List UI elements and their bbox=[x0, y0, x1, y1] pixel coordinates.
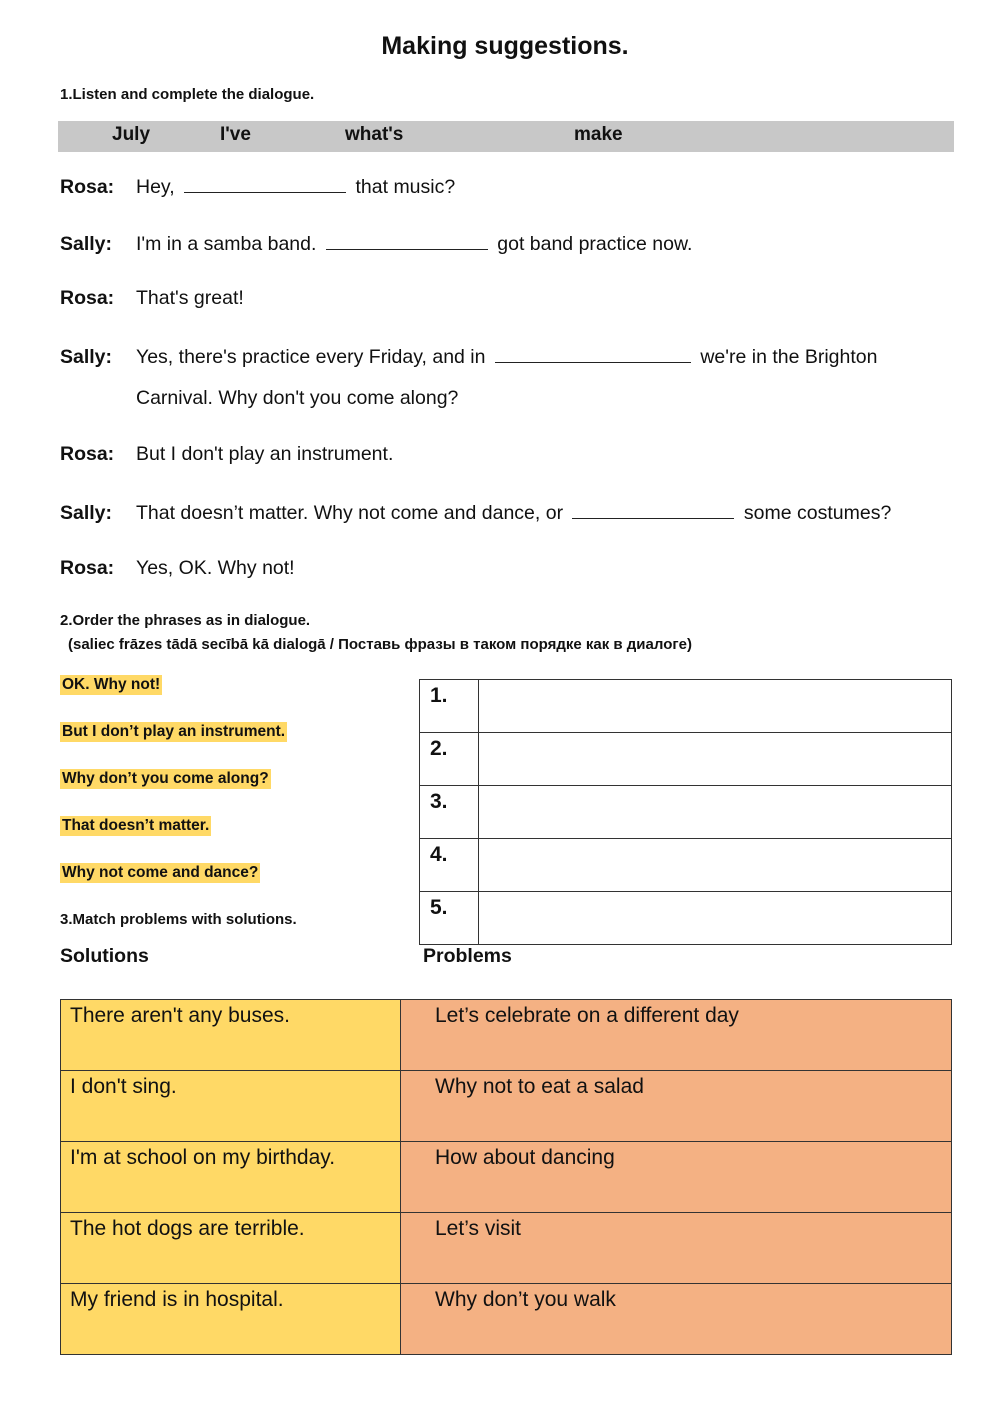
table-row bbox=[61, 1000, 952, 1071]
task2-subheading: (saliec frāzes tādā secībā kā dialogā / Поставь фразы в таком порядке как в диалоге) bbox=[68, 636, 692, 653]
solution-cell[interactable]: My friend is in hospital. bbox=[61, 1284, 401, 1355]
problem-cell[interactable]: Let’s visit bbox=[401, 1213, 952, 1284]
task3-heading: 3.Match problems with solutions. bbox=[60, 911, 297, 928]
line-text: But I don't play an instrument. bbox=[136, 443, 394, 465]
page-title: Making suggestions. bbox=[381, 32, 629, 60]
problems-header: Problems bbox=[423, 945, 512, 967]
answer-blank[interactable] bbox=[572, 500, 734, 519]
task2-heading: 2.Order the phrases as in dialogue. bbox=[60, 612, 311, 629]
row-number: 5. bbox=[420, 892, 479, 945]
line-text: Yes, there's practice every Friday, and in bbox=[136, 346, 486, 368]
phrase-card[interactable]: That doesn’t matter. bbox=[62, 817, 210, 834]
answer-slot[interactable] bbox=[479, 892, 952, 945]
table-row bbox=[420, 839, 952, 892]
phrase-card[interactable]: But I don’t play an instrument. bbox=[62, 723, 286, 740]
dialogue-line bbox=[60, 287, 244, 310]
dialogue-line bbox=[60, 231, 692, 256]
table-row bbox=[61, 1213, 952, 1284]
problem-cell[interactable]: Let’s celebrate on a different day bbox=[401, 1000, 952, 1071]
table-row bbox=[420, 680, 952, 733]
table-row bbox=[420, 892, 952, 945]
line-text: Hey, bbox=[136, 176, 175, 198]
speaker-name: Rosa: bbox=[60, 176, 115, 198]
phrase-card[interactable]: OK. Why not! bbox=[62, 676, 161, 693]
solution-cell[interactable]: I'm at school on my birthday. bbox=[61, 1142, 401, 1213]
table-row bbox=[420, 786, 952, 839]
match-table bbox=[60, 999, 952, 1355]
dialogue-line bbox=[60, 344, 878, 369]
word-bank-item: make bbox=[574, 124, 623, 145]
row-number: 1. bbox=[420, 680, 479, 733]
task1-heading: 1.Listen and complete the dialogue. bbox=[60, 86, 315, 103]
line-text: I'm in a samba band. bbox=[136, 233, 317, 255]
answer-slot[interactable] bbox=[479, 733, 952, 786]
answer-blank[interactable] bbox=[326, 231, 488, 250]
speaker-name: Rosa: bbox=[60, 443, 115, 465]
table-row bbox=[420, 733, 952, 786]
answer-slot[interactable] bbox=[479, 786, 952, 839]
word-bank-item: I've bbox=[220, 124, 251, 145]
line-text: That doesn’t matter. Why not come and dance, or bbox=[136, 502, 564, 524]
dialogue-line bbox=[60, 174, 455, 199]
line-text: we're in the Brighton bbox=[700, 346, 878, 368]
answer-blank[interactable] bbox=[184, 174, 346, 193]
dialogue-line bbox=[60, 557, 295, 580]
answer-slot[interactable] bbox=[479, 680, 952, 733]
word-bank bbox=[58, 121, 954, 152]
order-table bbox=[419, 679, 952, 945]
line-text: some costumes? bbox=[743, 502, 892, 524]
speaker-name: Sally: bbox=[60, 502, 113, 524]
phrase-card[interactable]: Why not come and dance? bbox=[62, 864, 259, 881]
table-row bbox=[61, 1071, 952, 1142]
phrase-card[interactable]: Why don’t you come along? bbox=[62, 770, 269, 787]
line-text: that music? bbox=[355, 176, 456, 198]
dialogue-line bbox=[60, 500, 891, 525]
word-bank-item: what's bbox=[345, 124, 404, 145]
line-text: Yes, OK. Why not! bbox=[136, 557, 295, 579]
answer-blank[interactable] bbox=[495, 344, 691, 363]
speaker-name: Rosa: bbox=[60, 557, 115, 579]
problem-cell[interactable]: Why not to eat a salad bbox=[401, 1071, 952, 1142]
line-continuation: Carnival. Why don't you come along? bbox=[136, 387, 459, 409]
solution-cell[interactable]: There aren't any buses. bbox=[61, 1000, 401, 1071]
problem-cell[interactable]: How about dancing bbox=[401, 1142, 952, 1213]
speaker-name: Sally: bbox=[60, 346, 113, 368]
table-row bbox=[61, 1284, 952, 1355]
row-number: 4. bbox=[420, 839, 479, 892]
solution-cell[interactable]: I don't sing. bbox=[61, 1071, 401, 1142]
row-number: 3. bbox=[420, 786, 479, 839]
answer-slot[interactable] bbox=[479, 839, 952, 892]
speaker-name: Sally: bbox=[60, 233, 113, 255]
line-text: That's great! bbox=[136, 287, 244, 309]
problem-cell[interactable]: Why don’t you walk bbox=[401, 1284, 952, 1355]
solution-cell[interactable]: The hot dogs are terrible. bbox=[61, 1213, 401, 1284]
line-text: got band practice now. bbox=[497, 233, 693, 255]
solutions-header: Solutions bbox=[60, 945, 149, 967]
row-number: 2. bbox=[420, 733, 479, 786]
word-bank-item: July bbox=[112, 124, 151, 145]
table-row bbox=[61, 1142, 952, 1213]
dialogue-line bbox=[60, 443, 393, 466]
speaker-name: Rosa: bbox=[60, 287, 115, 309]
